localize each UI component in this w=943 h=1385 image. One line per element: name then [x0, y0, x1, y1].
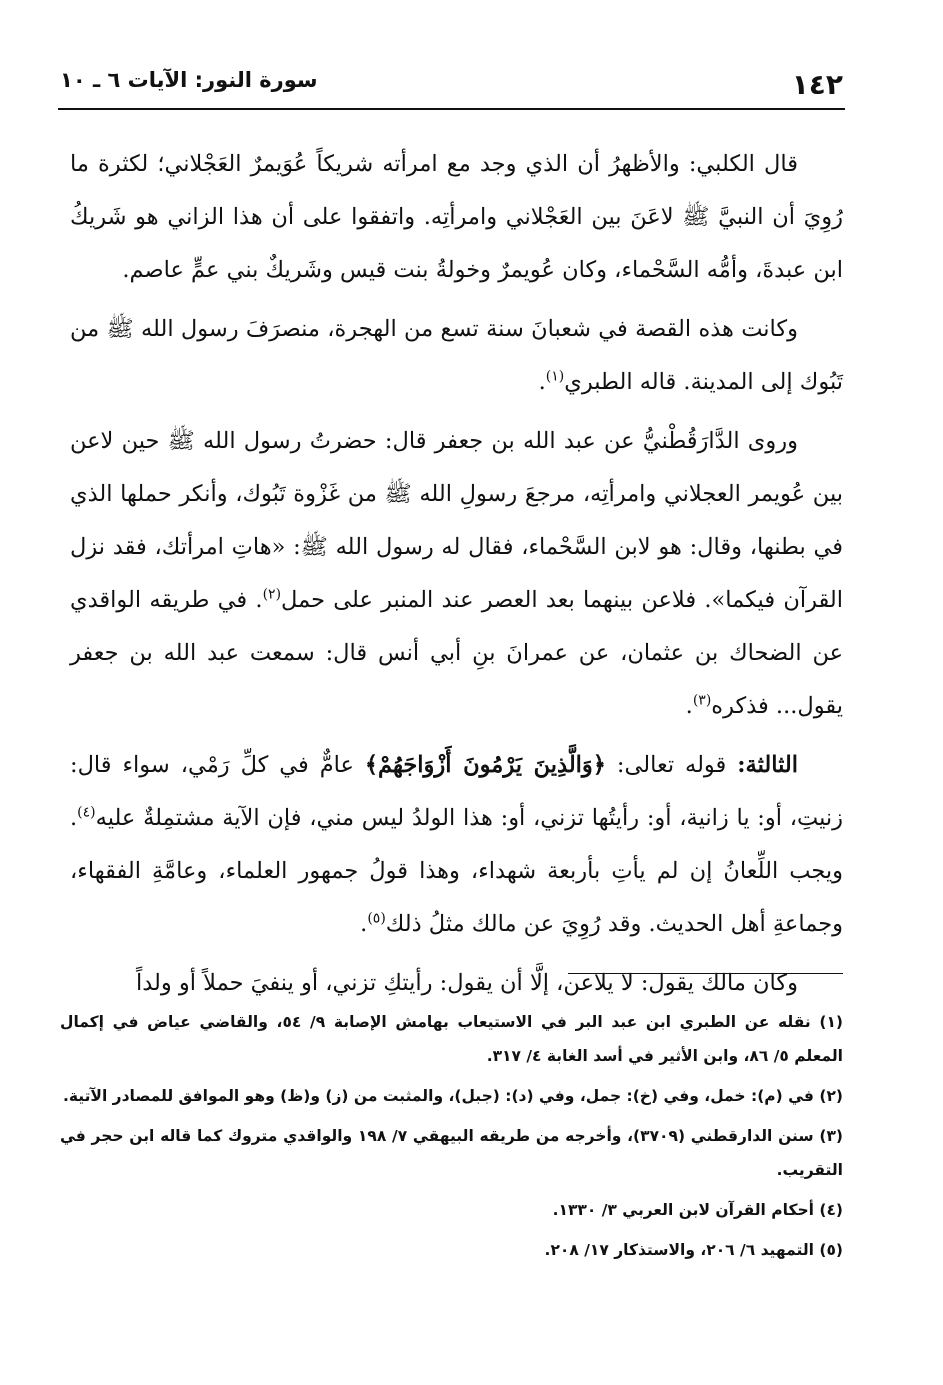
- footnote-1: (١) نقله عن الطبري ابن عبد البر في الاستيعاب بهامش الإصابة ٩/ ٥٤، والقاضي عياض في إكمال المعلم ٥/ ٨٦، وابن الأثير في أسد الغابة ٤/ ٣١٧.: [60, 1013, 844, 1065]
- paragraph-2: [70, 303, 843, 409]
- footnote-4: (٤) أحكام القرآن لابن العربي ٣/ ١٣٣٠.: [552, 1201, 843, 1219]
- paragraph-4-end: .: [360, 911, 368, 937]
- paragraph-1: قال الكلبي: والأظهرُ أن الذي وجد مع امرأته شريكاً عُوَيمرٌ العَجْلاني؛ لكثرة ما رُوِيَ أن النبيَّ ﷺ لاعَنَ بين العَجْلاني وامرأتِه. واتفقوا على أن هذا الزاني هو شَريكُ ابن عبدةَ، وأمُّه السَّحْماء، وكان عُويمرٌ وخولةُ بنت قيس وشَريكٌ بني عمٍّ عاصم.: [70, 151, 843, 283]
- footnote-rule: [568, 973, 843, 974]
- paragraph-3-end: .: [685, 693, 693, 719]
- paragraph-5: وكان مالك يقول: لا يلاعن، إلَّا أن يقول: رأيتكِ تزني، أو ينفيَ حملاً أو ولداً: [135, 970, 798, 996]
- paragraph-3: [70, 415, 843, 733]
- footnotes: [60, 1005, 843, 1273]
- section-lead: الثالثة:: [737, 752, 799, 778]
- footnote-ref-3[interactable]: (٣): [692, 692, 712, 709]
- footnote-ref-5[interactable]: (٥): [367, 910, 386, 927]
- paragraph-2-end: .: [538, 369, 546, 395]
- page-header: [60, 62, 843, 110]
- footnote-3: (٣) سنن الدارقطني (٣٧٠٩)، وأخرجه من طريقه البيهقي ٧/ ١٩٨ والواقدي متروك كما قاله ابن حجر في التقريب.: [60, 1127, 843, 1179]
- paragraph-4-text-c: . ويجب اللِّعانُ إن لم يأتِ بأربعة شهداء، وهذا قولُ جمهور العلماء، وعامَّةِ الفقهاء، وجماعةِ أهل الحديث. وقد رُوِيَ عن مالك مثلُ ذلك: [70, 805, 843, 937]
- paragraph-3-text-b: . في طريقه الواقدي عن الضحاك بن عثمان، عن عمرانَ بنِ أبي أنس قال: سمعت عبد الله بن جعفر يقول... فذكره: [70, 587, 843, 719]
- main-text: [70, 138, 843, 1016]
- paragraph-4-text-b: عامٌّ في كلِّ رَمْي، سواء قال: زنيتِ، أو: يا زانية، أو: رأيتُها تزني، أو: هذا الولدُ ليس مني، فإن الآية مشتمِلةٌ عليه: [70, 752, 843, 831]
- footnote-ref-1[interactable]: (١): [545, 368, 565, 385]
- paragraph-3-text-a: وروى الدَّارَقُطْنيُّ عن عبد الله بن جعفر قال: حضرتُ رسول الله ﷺ حين لاعن بين عُويمر العجلاني وامرأتِه، مرجعَ رسولِ الله ﷺ من غَزْوة تَبُوك، وأنكر حملها الذي في بطنها، وقال: هو لابن السَّحْماء، فقال له رسول الله ﷺ: «هاتِ امرأتك، فقد نزل القرآن فيكما». فلاعن بينهما بعد العصر عند المنبر على حمل: [70, 428, 843, 613]
- paragraph-2-text: وكانت هذه القصة في شعبانَ سنة تسع من الهجرة، منصرَفَ رسول الله ﷺ من تَبُوك إلى المدينة. قاله الطبري: [70, 316, 843, 395]
- footnote-2: (٢) في (م): خمل، وفي (خ): جمل، وفي (د): (جبل)، والمثبت من (ز) و(ظ) وهو الموافق للمصادر الآتية.: [62, 1087, 843, 1105]
- footnote-5: (٥) التمهيد ٦/ ٢٠٦، والاستذكار ١٧/ ٢٠٨.: [544, 1241, 843, 1259]
- running-title: سورة النور: الآيات ٦ ـ ١٠: [60, 68, 318, 92]
- paragraph-4-text-a: قوله تعالى:: [605, 752, 738, 778]
- footnote-ref-4[interactable]: (٤): [77, 804, 96, 821]
- footnote-ref-2[interactable]: (٢): [262, 586, 282, 603]
- header-rule: [58, 108, 845, 110]
- page-number: ١٤٢: [791, 68, 843, 101]
- quran-verse: ﴿وَالَّذِينَ يَرْمُونَ أَزْوَاجَهُمْ﴾: [364, 752, 606, 778]
- paragraph-4: [70, 739, 843, 951]
